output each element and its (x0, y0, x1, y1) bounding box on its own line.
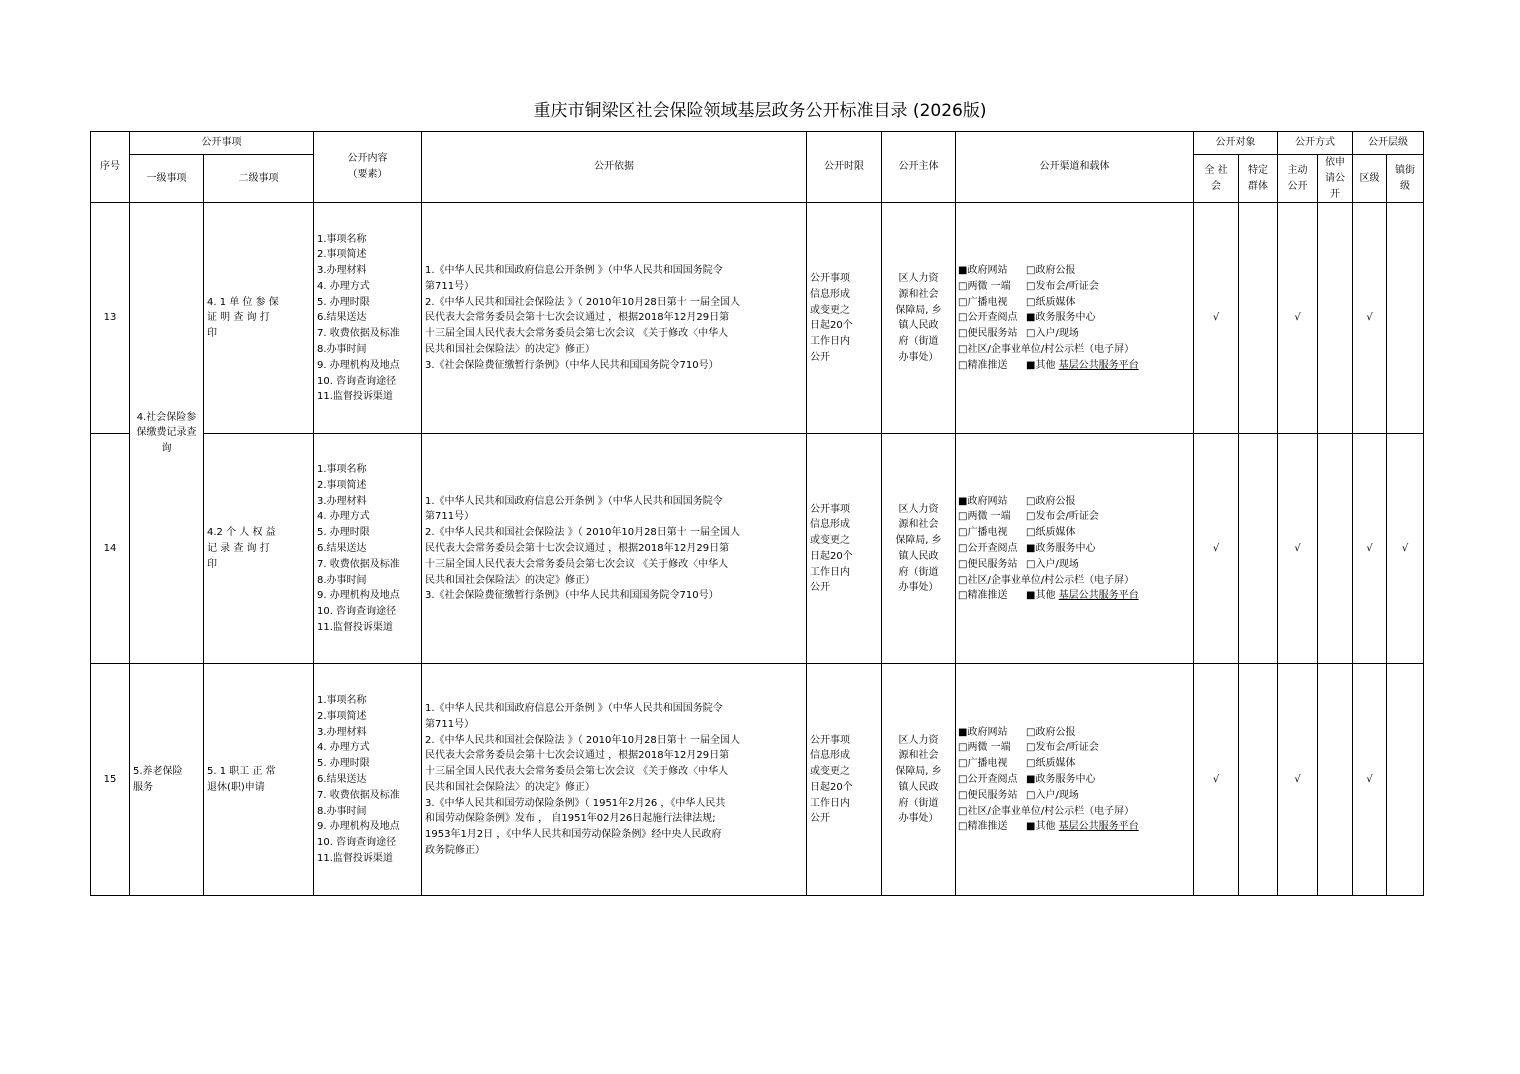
content-element: 8.办事时间 (317, 574, 367, 586)
time-line: 公开事项 (810, 273, 850, 284)
channel-public-reading: □公开查阅点 (958, 773, 1018, 785)
check-mode-active: √ (1278, 203, 1318, 434)
time-line: 或变更之 (810, 766, 850, 778)
channel-onsite: □入户/现场 (1026, 789, 1079, 801)
subject-line: 保障局, 乡 (895, 766, 942, 778)
time-line: 公开事项 (810, 503, 850, 515)
basis-line: 第711号） (425, 718, 475, 730)
row-basis (422, 664, 807, 896)
channel-press-conference: □发布会/听证会 (1026, 511, 1099, 523)
channel-onsite: □入户/现场 (1026, 328, 1079, 340)
subject-line: 保障局, 乡 (895, 535, 942, 547)
header-object-all-line1: 全 社 (1204, 164, 1228, 176)
subject-line: 镇人民政 (898, 320, 939, 332)
subject-line: 区人力资 (898, 734, 939, 746)
time-line: 信息形成 (810, 519, 850, 531)
row-seq: 14 (91, 434, 130, 664)
time-line: 或变更之 (810, 535, 850, 547)
channel-new-media: □两微 一端 (958, 742, 1011, 754)
time-line: 公开 (810, 813, 830, 825)
basis-line: 1.《中华人民共和国政府信息公开条例 》（中华人民共和国国务院令 (425, 495, 723, 507)
check-mode-active: √ (1278, 434, 1318, 664)
check-mode-apply (1318, 203, 1353, 434)
channel-onsite: □入户/现场 (1026, 558, 1079, 570)
subject-line: 办事处） (898, 351, 939, 363)
channel-press-conference: □发布会/听证会 (1026, 742, 1099, 754)
subject-line: 办事处） (898, 582, 939, 594)
content-element: 6.结果送达 (317, 542, 367, 554)
row-channels (956, 203, 1194, 434)
row-channels (956, 664, 1194, 896)
time-line: 工作日内 (810, 336, 850, 348)
row-level2-line: 4. 1 单 位 参 保 (207, 296, 279, 308)
header-mode-apply-line1: 依申 (1325, 157, 1345, 168)
subject-line: 镇人民政 (898, 550, 939, 562)
content-element: 7. 收费依据及标准 (317, 789, 400, 801)
row-level2-line: 4.2 个 人 权 益 (207, 527, 276, 539)
row-level1-line: 5.养老保险 (133, 766, 183, 778)
channel-broadcast: □广播电视 (958, 296, 1008, 308)
content-element: 9. 办理机构及地点 (317, 359, 400, 371)
content-element: 5. 办理时限 (317, 527, 370, 539)
check-object-all: √ (1194, 434, 1239, 664)
time-line: 信息形成 (810, 750, 850, 762)
basis-line: 1.《中华人民共和国政府信息公开条例 》（中华人民共和国国务院令 (425, 265, 723, 277)
channel-convenience-station: □便民服务站 (958, 558, 1018, 570)
content-element: 1.事项名称 (317, 695, 367, 706)
basis-line: 3.《社会保险费征缴暂行条例》（中华人民共和国国务院令710号） (425, 359, 719, 371)
check-mode-apply (1318, 664, 1353, 896)
row-subject (882, 664, 956, 896)
content-element: 10. 咨询查询途径 (317, 375, 397, 387)
row-content (314, 203, 422, 434)
subject-line: 保障局, 乡 (895, 304, 942, 316)
check-level-town (1387, 203, 1424, 434)
content-element: 5. 办理时限 (317, 296, 370, 308)
basis-line: 1953年1月2日 ，《中华人民共和国劳动保险条例》经中央人民政府 (425, 829, 722, 841)
row-basis (422, 203, 807, 434)
channel-public-service-platform: 基层公共服务平台 (1058, 590, 1139, 602)
subject-line: 区人力资 (898, 503, 939, 515)
row-level2 (204, 203, 314, 434)
header-level2: 二级事项 (204, 155, 314, 203)
header-level-town (1387, 155, 1424, 203)
subject-line: 镇人民政 (898, 781, 939, 793)
basis-line: 民共和国社会保险法〉的决定》修正） (425, 781, 595, 793)
row-time (807, 203, 882, 434)
channel-precise-push: □精准推送 (958, 590, 1008, 602)
row-time (807, 664, 882, 896)
header-mode-group: 公开方式 (1278, 132, 1353, 155)
channel-service-center: ■政务服务中心 (1026, 773, 1096, 785)
channel-bulletin-board: □社区/企事业单位/村公示栏（电子屏） (958, 805, 1135, 817)
header-mode-active-line2: 公开 (1287, 180, 1308, 192)
row-content (314, 664, 422, 896)
basis-line: 2.《中华人民共和国社会保险法 》（ 2010年10月28日第十 一届全国人 (425, 527, 740, 539)
channel-gov-website: ■政府网站 (958, 265, 1008, 277)
content-element: 11.监督投诉渠道 (317, 391, 393, 403)
basis-line: 十三届全国人民代表大会常务委员会第七次会议 《关于修改〈中华人 (425, 766, 729, 778)
time-line: 公开 (810, 582, 830, 594)
basis-line: 民代表大会常务委员会第十七次会议通过 ，根据2018年12月29日第 (425, 750, 730, 762)
channel-bulletin-board: □社区/企事业单位/村公示栏（电子屏） (958, 574, 1135, 586)
row-level1 (130, 664, 204, 896)
row-content (314, 434, 422, 664)
header-content-line1: 公开内容 (347, 153, 388, 165)
header-time: 公开时限 (807, 132, 882, 203)
header-object-group: 公开对象 (1194, 132, 1278, 155)
channel-other: ■其他 (1026, 821, 1056, 833)
header-row-1 (91, 132, 1424, 155)
header-level-town-line1: 镇街 (1395, 164, 1415, 176)
header-object-specific-line1: 特定 (1248, 164, 1268, 176)
content-element: 9. 办理机构及地点 (317, 821, 400, 833)
content-element: 10. 咨询查询途径 (317, 837, 397, 849)
header-mode-apply-line2: 请公 (1325, 172, 1345, 184)
content-element: 10. 咨询查询途径 (317, 606, 397, 618)
basis-line: 民代表大会常务委员会第十七次会议通过 ，根据2018年12月29日第 (425, 312, 730, 324)
content-element: 6.结果送达 (317, 312, 367, 324)
check-mode-apply (1318, 434, 1353, 664)
time-line: 日起20个 (810, 550, 853, 562)
check-level-town: √ (1387, 434, 1424, 664)
table-row (91, 203, 1424, 434)
time-line: 公开事项 (810, 734, 850, 746)
channel-public-service-platform: 基层公共服务平台 (1058, 821, 1139, 833)
time-line: 日起20个 (810, 320, 853, 332)
channel-precise-push: □精准推送 (958, 821, 1008, 833)
basis-line: 和国劳动保险条例》发布 ， 自1951年02月26日起施行法律法规; (425, 813, 716, 825)
check-object-all: √ (1194, 664, 1239, 896)
channel-service-center: ■政务服务中心 (1026, 312, 1096, 324)
table-row (91, 434, 1424, 664)
page-title: 重庆市铜梁区社会保险领域基层政务公开标准目录 (2026版) (533, 101, 987, 121)
channel-gov-gazette: □政府公报 (1026, 265, 1076, 277)
basis-line: 十三届全国人民代表大会常务委员会第七次会议 《关于修改〈中华人 (425, 558, 729, 570)
subject-line: 源和社会 (898, 288, 939, 300)
header-object-all-line2: 会 (1211, 180, 1221, 192)
row-level2 (204, 434, 314, 664)
basis-line: 2.《中华人民共和国社会保险法 》（ 2010年10月28日第十 一届全国人 (425, 296, 740, 308)
check-object-specific (1239, 664, 1278, 896)
channel-convenience-station: □便民服务站 (958, 789, 1018, 801)
row-level2-line: 印 (207, 328, 217, 340)
subject-line: 区人力资 (898, 273, 939, 284)
check-object-specific (1239, 434, 1278, 664)
content-element: 9. 办理机构及地点 (317, 590, 400, 602)
subject-line: 府（街道 (898, 566, 939, 578)
channel-gov-gazette: □政府公报 (1026, 726, 1076, 738)
subject-line: 府（街道 (898, 336, 939, 348)
basis-line: 第711号） (425, 280, 475, 292)
row-level2 (204, 664, 314, 896)
content-element: 11.监督投诉渠道 (317, 621, 393, 633)
basis-line: 政务院修正） (425, 845, 485, 857)
row-level2-line: 记 录 查 询 打 (207, 542, 270, 554)
header-mode-apply-line3: 开 (1330, 188, 1340, 200)
channel-print-media: □纸质媒体 (1026, 758, 1076, 770)
row-seq: 13 (91, 203, 130, 434)
basis-line: 民共和国社会保险法〉的决定》修正） (425, 344, 595, 356)
content-element: 1.事项名称 (317, 233, 367, 245)
check-level-town (1387, 664, 1424, 896)
channel-gov-website: ■政府网站 (958, 495, 1008, 507)
content-element: 11.监督投诉渠道 (317, 852, 393, 864)
channel-new-media: □两微 一端 (958, 280, 1011, 292)
row-time (807, 434, 882, 664)
row-channels (956, 434, 1194, 664)
channel-broadcast: □广播电视 (958, 527, 1008, 539)
header-content (314, 132, 422, 203)
channel-precise-push: □精准推送 (958, 359, 1008, 371)
header-object-specific-line2: 群体 (1248, 180, 1268, 192)
channel-new-media: □两微 一端 (958, 511, 1011, 523)
content-element: 6.结果送达 (317, 773, 367, 785)
subject-line: 办事处） (898, 813, 939, 825)
channel-service-center: ■政务服务中心 (1026, 542, 1096, 554)
channel-print-media: □纸质媒体 (1026, 527, 1076, 539)
check-object-specific (1239, 203, 1278, 434)
content-element: 2.事项简述 (317, 479, 367, 491)
row-subject (882, 203, 956, 434)
channel-gov-website: ■政府网站 (958, 726, 1008, 738)
time-line: 工作日内 (810, 797, 850, 809)
header-content-line2: （要素） (347, 169, 388, 181)
basis-line: 1.《中华人民共和国政府信息公开条例 》（中华人民共和国国务院令 (425, 702, 723, 714)
basis-line: 3.《中华人民共和国劳动保险条例》（ 1951年2月26 ，《中华人民共 (425, 797, 726, 809)
content-element: 3.办理材料 (317, 495, 367, 507)
channel-other: ■其他 (1026, 590, 1056, 602)
basis-line: 2.《中华人民共和国社会保险法 》（ 2010年10月28日第十 一届全国人 (425, 734, 740, 746)
header-object-specific (1239, 155, 1278, 203)
header-subject: 公开主体 (882, 132, 956, 203)
channel-print-media: □纸质媒体 (1026, 296, 1076, 308)
content-element: 4. 办理方式 (317, 742, 370, 754)
basis-line: 3.《社会保险费征缴暂行条例》（中华人民共和国国务院令710号） (425, 590, 719, 602)
row-level2-line: 退休(职)申请 (207, 781, 265, 793)
channel-broadcast: □广播电视 (958, 758, 1008, 770)
row-subject (882, 434, 956, 664)
channel-public-reading: □公开查阅点 (958, 312, 1018, 324)
content-element: 7. 收费依据及标准 (317, 328, 400, 340)
time-line: 日起20个 (810, 781, 853, 793)
content-element: 3.办理材料 (317, 265, 367, 277)
check-level-district: √ (1353, 664, 1387, 896)
row-level1 (130, 203, 204, 664)
catalog-table (90, 131, 1424, 896)
header-items-group: 公开事项 (130, 132, 314, 155)
row-level2-line: 证 明 查 询 打 (207, 312, 270, 324)
row-seq: 15 (91, 664, 130, 896)
content-element: 8.办事时间 (317, 805, 367, 817)
header-channel: 公开渠道和载体 (956, 132, 1194, 203)
channel-convenience-station: □便民服务站 (958, 328, 1018, 340)
time-line: 或变更之 (810, 304, 850, 316)
header-mode-active-line1: 主动 (1287, 164, 1308, 176)
check-level-district: √ (1353, 203, 1387, 434)
basis-line: 第711号） (425, 511, 475, 523)
row-level1-line: 服务 (133, 781, 153, 793)
content-element: 8.办事时间 (317, 344, 367, 356)
check-mode-active: √ (1278, 664, 1318, 896)
channel-other: ■其他 (1026, 359, 1056, 371)
basis-line: 民代表大会常务委员会第十七次会议通过 ，根据2018年12月29日第 (425, 542, 730, 554)
header-level-town-line2: 级 (1400, 180, 1410, 192)
row-basis (422, 434, 807, 664)
table-row (91, 664, 1424, 896)
time-line: 公开 (810, 351, 830, 363)
row-level2-line: 印 (207, 558, 217, 570)
header-level1: 一级事项 (130, 155, 204, 203)
check-level-district: √ (1353, 434, 1387, 664)
content-element: 2.事项简述 (317, 249, 367, 261)
header-level-group: 公开层级 (1353, 132, 1424, 155)
row-level2-line: 5. 1 职工 正 常 (207, 766, 276, 778)
basis-line: 民共和国社会保险法〉的决定》修正） (425, 574, 595, 586)
header-seq: 序号 (91, 132, 130, 203)
content-element: 5. 办理时限 (317, 758, 370, 770)
header-mode-active (1278, 155, 1318, 203)
header-level-district: 区级 (1353, 155, 1387, 203)
content-element: 3.办理材料 (317, 726, 367, 738)
header-mode-apply (1318, 155, 1353, 203)
content-element: 4. 办理方式 (317, 511, 370, 523)
channel-public-reading: □公开查阅点 (958, 542, 1018, 554)
header-basis: 公开依据 (422, 132, 807, 203)
channel-public-service-platform: 基层公共服务平台 (1058, 359, 1139, 371)
subject-line: 源和社会 (898, 519, 939, 531)
content-element: 1.事项名称 (317, 464, 367, 475)
content-element: 7. 收费依据及标准 (317, 558, 400, 570)
time-line: 信息形成 (810, 288, 850, 300)
row-level1-text: 4.社会保险参保缴费记录查询 (136, 411, 197, 455)
subject-line: 府（街道 (898, 797, 939, 809)
channel-press-conference: □发布会/听证会 (1026, 280, 1099, 292)
content-element: 2.事项简述 (317, 710, 367, 722)
basis-line: 十三届全国人民代表大会常务委员会第七次会议 《关于修改〈中华人 (425, 328, 729, 340)
content-element: 4. 办理方式 (317, 280, 370, 292)
channel-bulletin-board: □社区/企事业单位/村公示栏（电子屏） (958, 344, 1135, 356)
time-line: 工作日内 (810, 566, 850, 578)
header-object-all (1194, 155, 1239, 203)
channel-gov-gazette: □政府公报 (1026, 495, 1076, 507)
subject-line: 源和社会 (898, 750, 939, 762)
check-object-all: √ (1194, 203, 1239, 434)
